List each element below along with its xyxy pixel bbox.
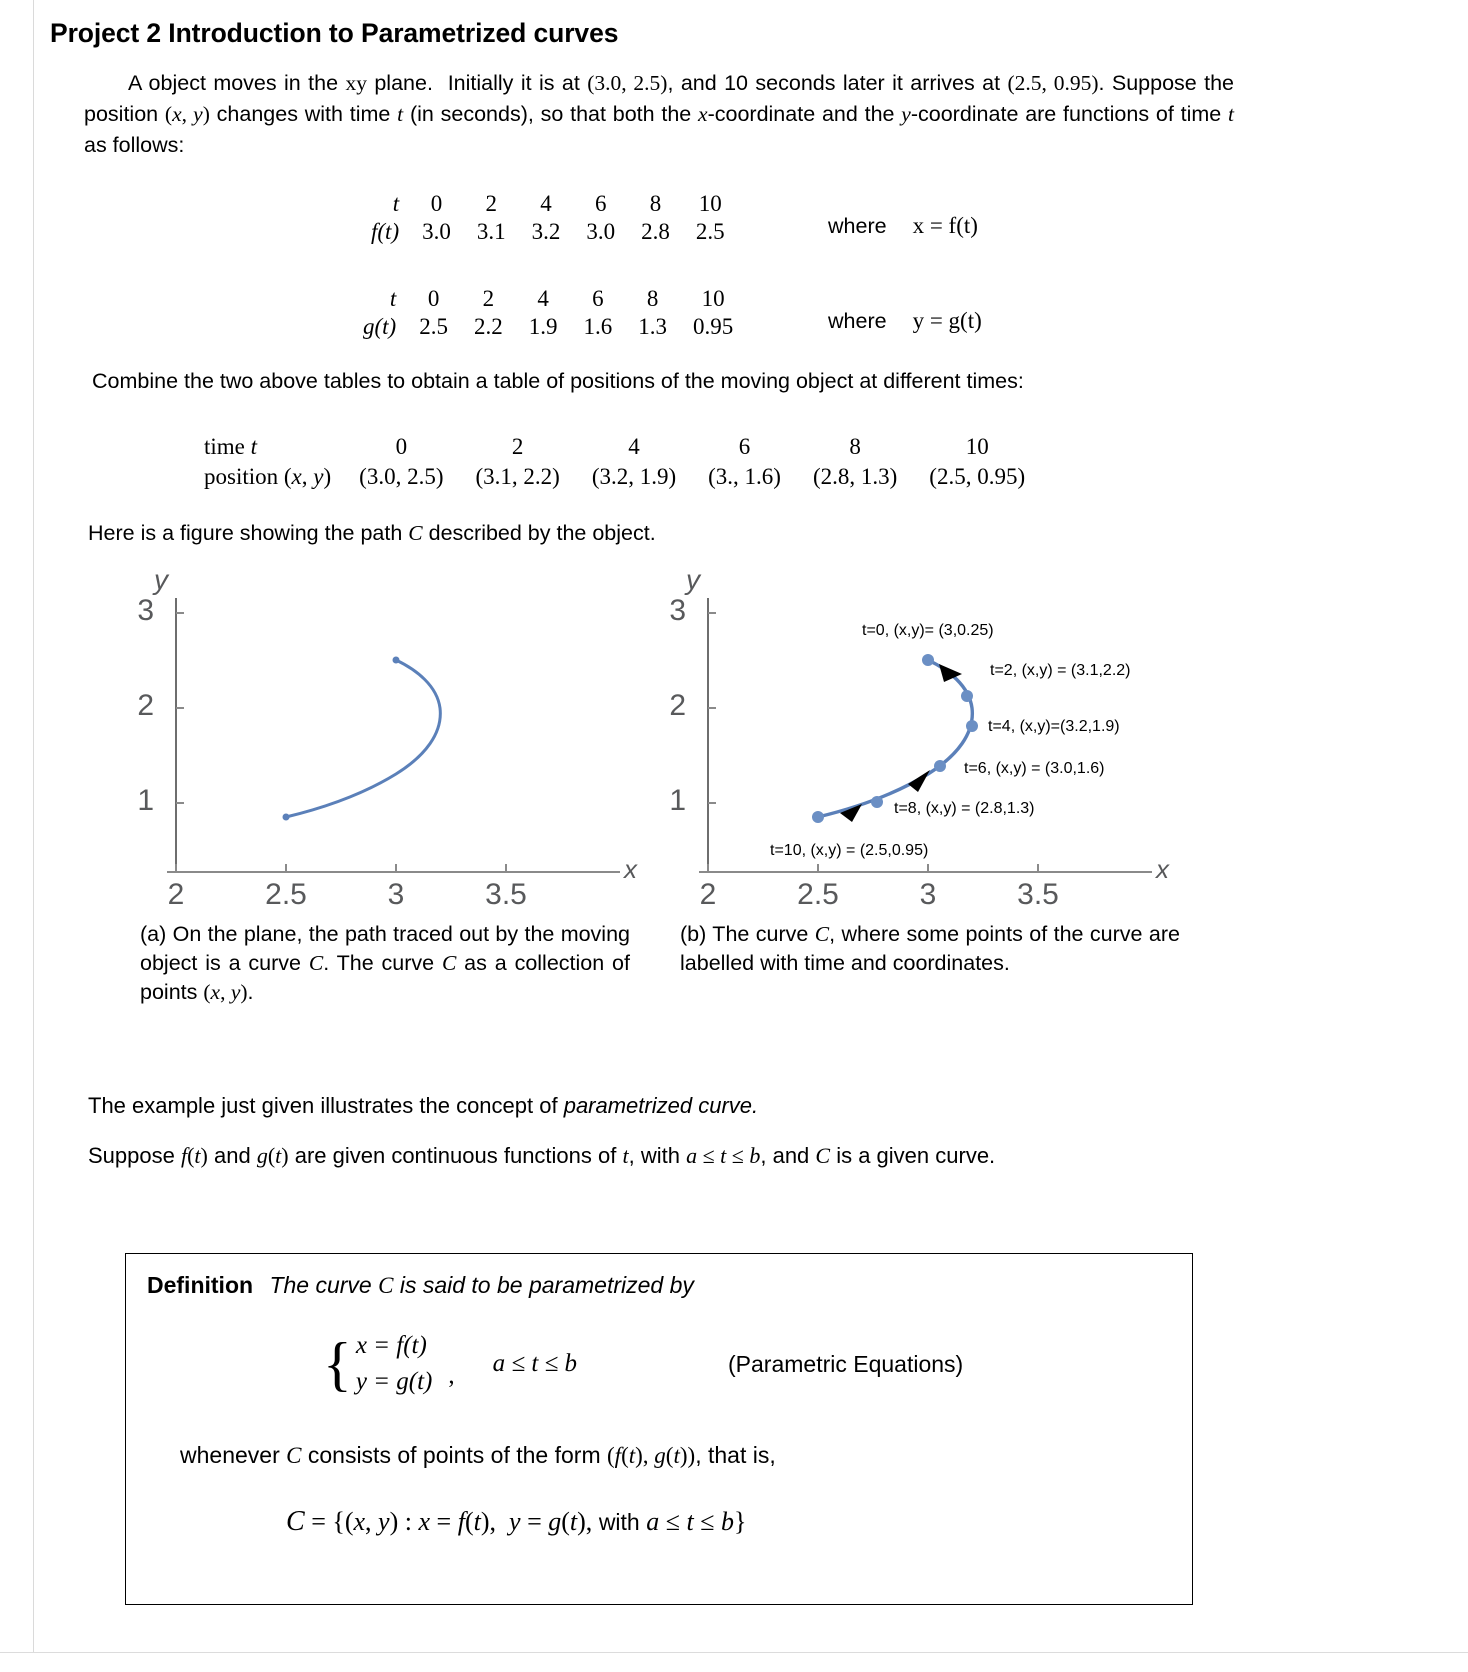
- annotation-t8: t=8, (x,y) = (2.8,1.3): [894, 800, 1035, 817]
- definition-statement: The curve C is said to be parametrized by: [269, 1272, 694, 1298]
- table-row: [204, 462, 1041, 492]
- cell-t-5: 10: [698, 191, 722, 216]
- data-point-t0: [922, 654, 934, 666]
- equation-name: (Parametric Equations): [728, 1350, 964, 1377]
- cell-t-0: 0: [427, 286, 440, 311]
- table-row: [350, 313, 746, 341]
- y-tick-3-a: 3: [137, 594, 154, 627]
- table-g: [350, 285, 746, 341]
- row-label-gt: g(t): [363, 314, 397, 339]
- cell-t-4: 8: [649, 191, 662, 216]
- cell-time-1: 2: [511, 434, 524, 459]
- table-row: [350, 285, 746, 313]
- equation-y: y = g(t): [355, 1368, 433, 1395]
- x-tick-3p5-b: 3.5: [1017, 878, 1059, 911]
- x-tick-3-b: 3: [919, 878, 937, 911]
- table-positions: [204, 432, 1041, 492]
- y-tick-2-a: 2: [137, 689, 154, 722]
- system-comma: ,: [448, 1362, 455, 1389]
- cell-time-0: 0: [395, 434, 408, 459]
- cell-time-4: 8: [849, 434, 861, 459]
- cell-g-0: 2.5: [419, 314, 448, 339]
- where-clause-f: [828, 213, 978, 239]
- cell-time-2: 4: [628, 434, 640, 459]
- row-label-ft: f(t): [371, 219, 400, 244]
- cell-f-2: 3.2: [531, 219, 561, 244]
- cell-g-4: 1.3: [638, 314, 667, 339]
- cell-time-3: 6: [738, 434, 751, 459]
- cell-t-2: 4: [540, 191, 552, 216]
- illustrates-paragraph: The example just given illustrates the concept of parametrized curve.: [88, 1093, 759, 1118]
- cell-f-4: 2.8: [641, 219, 670, 244]
- cell-t-0: 0: [430, 191, 443, 216]
- curve-path-a: [286, 660, 440, 817]
- cell-t-2: 4: [537, 286, 549, 311]
- y-tick-1-b: 1: [669, 784, 686, 817]
- x-axis-label-a: x: [624, 854, 637, 884]
- direction-arrow-2: [908, 770, 930, 792]
- intro-line-3: and the y-coordinate are functions of time t as follows:: [84, 102, 1234, 157]
- whenever-line: whenever C consists of points of the form (f(t), g(t)), that is,: [180, 1442, 776, 1468]
- cell-t-1: 2: [485, 191, 497, 216]
- intro-paragraph: [84, 68, 1234, 161]
- figure-intro: Here is a figure showing the path C described by the object.: [88, 521, 656, 545]
- cell-f-1: 3.1: [476, 219, 506, 244]
- system-brace: {: [323, 1331, 352, 1397]
- data-point-t2: [961, 690, 973, 702]
- curve-endpoint-start-a: [393, 657, 400, 664]
- figure-b-plot: [672, 560, 1272, 920]
- definition-box: [125, 1253, 1193, 1605]
- cell-t-3: 6: [594, 191, 607, 216]
- x-tick-2-a: 2: [167, 878, 185, 911]
- parametric-system: [322, 1332, 964, 1396]
- table-row: [358, 218, 738, 246]
- cell-t-3: 6: [592, 286, 604, 311]
- annotation-t0: t=0, (x,y)= (3,0.25): [862, 622, 994, 639]
- row-label-position: position (x, y): [204, 464, 332, 489]
- data-point-t6: [934, 760, 946, 772]
- figure-a: [120, 560, 680, 920]
- where-label-f: where: [828, 214, 887, 238]
- where-label-g: where: [828, 309, 887, 333]
- row-label-t: t: [389, 286, 397, 311]
- annotation-t10: t=10, (x,y) = (2.5,0.95): [770, 842, 929, 859]
- table-row: [204, 432, 1041, 462]
- row-label-t: t: [392, 191, 400, 216]
- x-tick-2-b: 2: [699, 878, 717, 911]
- x-tick-3-a: 3: [387, 878, 405, 911]
- page-left-margin: [0, 0, 34, 1672]
- y-tick-3-b: 3: [669, 594, 686, 627]
- y-axis-label-b: y: [686, 564, 700, 595]
- figure-b-caption: (b) The curve C, where some points of the curve are labelled with time and coordinates.: [680, 922, 1181, 975]
- cell-pos-3: (3., 1.6): [708, 464, 781, 489]
- y-tick-1-a: 1: [137, 784, 154, 817]
- cell-pos-4: (2.8, 1.3): [812, 464, 898, 489]
- where-equation-f: x = f(t): [912, 213, 978, 238]
- x-tick-2p5-b: 2.5: [797, 878, 839, 911]
- where-clause-g: [828, 308, 982, 334]
- definition-heading: [147, 1272, 694, 1299]
- set-definition-equation: C = {(x, y) : x = f(t), y = g(t), with a ≤ t ≤ b}: [286, 1506, 747, 1537]
- cell-pos-2: (3.2, 1.9): [591, 464, 677, 489]
- cell-g-1: 2.2: [473, 314, 503, 339]
- intro-line-1: A object moves in the xy plane. Initially it is at (3.0, 2.5), and 10 seconds later it arrives at: [128, 71, 1001, 95]
- table-row: [358, 190, 738, 218]
- y-tick-2-b: 2: [669, 689, 686, 722]
- cell-g-5: 0.95: [692, 314, 734, 339]
- curve-path-b: [818, 660, 972, 817]
- data-point-t4: [966, 720, 978, 732]
- x-axis-label-b: x: [1156, 854, 1169, 884]
- figure-a-plot: [120, 560, 680, 920]
- where-equation-g: y = g(t): [912, 308, 982, 333]
- definition-label: Definition: [147, 1272, 254, 1298]
- data-point-t8: [871, 796, 883, 808]
- cell-t-1: 2: [482, 286, 495, 311]
- cell-f-3: 3.0: [586, 219, 616, 244]
- intro-line-2: (2.5, 0.95). Suppose the position (x, y) changes with time t (in seconds), so that both the x-coordinate: [84, 71, 1235, 126]
- cell-g-2: 1.9: [528, 314, 558, 339]
- annotation-t6: t=6, (x,y) = (3.0,1.6): [964, 760, 1105, 777]
- cell-pos-5: (2.5, 0.95): [929, 464, 1026, 489]
- cell-g-3: 1.6: [583, 314, 613, 339]
- table-f: [358, 190, 738, 246]
- cell-f-0: 3.0: [422, 219, 451, 244]
- curve-endpoint-end-a: [283, 814, 290, 821]
- page-title: Project 2 Introduction to Parametrized curves: [50, 18, 619, 48]
- figure-a-caption: (a) On the plane, the path traced out by the moving object is a curve C. The curve C as a collection of points (x, y).: [140, 922, 630, 1004]
- x-tick-2p5-a: 2.5: [265, 878, 307, 911]
- x-tick-3p5-a: 3.5: [485, 878, 527, 911]
- row-label-time: time t: [204, 434, 258, 459]
- annotation-t2: t=2, (x,y) = (3.1,2.2): [990, 662, 1131, 679]
- equation-x: x = f(t): [355, 1332, 427, 1359]
- y-axis-label-a: y: [154, 564, 168, 595]
- cell-pos-0: (3.0, 2.5): [359, 464, 444, 489]
- parameter-range: a ≤ t ≤ b: [492, 1350, 578, 1377]
- cell-t-4: 8: [646, 286, 659, 311]
- page-bottom-margin: [0, 1652, 1468, 1672]
- suppose-paragraph: Suppose f(t) and g(t) are given continuous functions of t, with a ≤ t ≤ b, and C is a given curve.: [88, 1143, 996, 1168]
- cell-time-5: 10: [965, 434, 989, 459]
- figure-b: [669, 560, 1272, 920]
- cell-f-5: 2.5: [695, 219, 725, 244]
- annotation-t4: t=4, (x,y)=(3.2,1.9): [988, 718, 1120, 735]
- cell-pos-1: (3.1, 2.2): [475, 464, 560, 489]
- combine-instruction: Combine the two above tables to obtain a table of positions of the moving object at different times:: [92, 369, 1024, 393]
- cell-t-5: 10: [701, 286, 725, 311]
- data-point-t10: [812, 811, 824, 823]
